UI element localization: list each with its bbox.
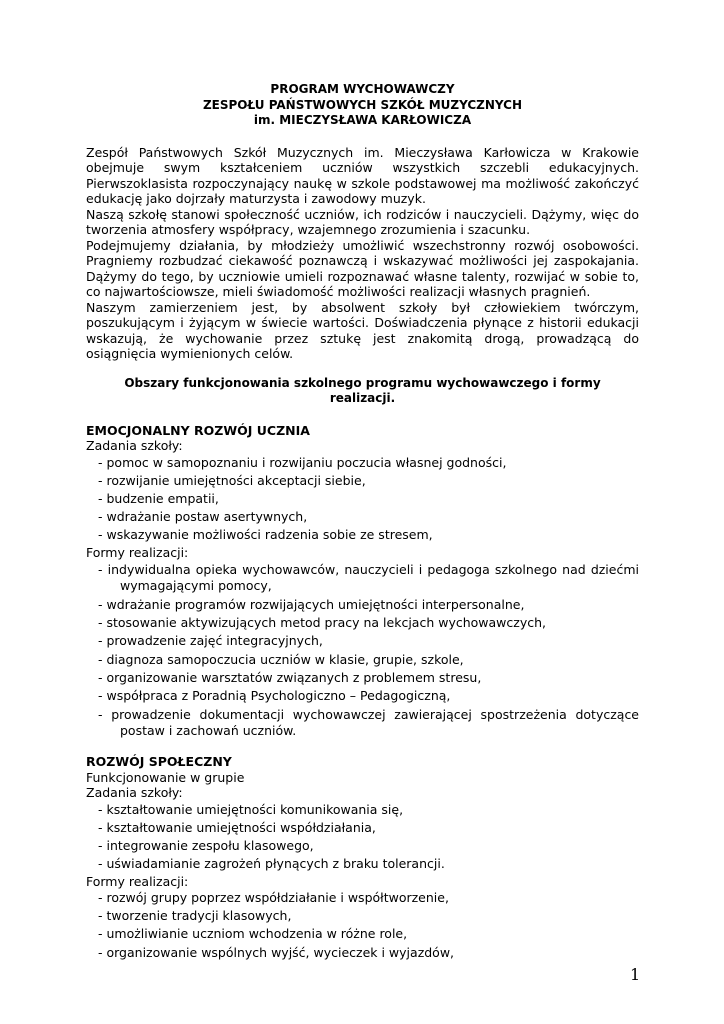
formy-list xyxy=(86,562,639,738)
formy-list xyxy=(86,889,639,962)
formy-label: Formy realizacji: xyxy=(86,544,189,560)
list-item: - pomoc w samopoznaniu i rozwijaniu poczucia własnej godności, xyxy=(86,454,639,472)
page-number: 1 xyxy=(630,965,641,984)
section-heading-emocjonalny: EMOCJONALNY ROZWÓJ UCZNIA xyxy=(86,422,310,438)
formy-label: Formy realizacji: xyxy=(86,873,189,889)
list-item: - tworzenie tradycji klasowych, xyxy=(86,907,639,925)
list-item: - integrowanie zespołu klasowego, xyxy=(86,837,639,855)
zadania-list xyxy=(86,801,639,874)
title-line-1: PROGRAM WYCHOWAWCZY xyxy=(270,82,455,96)
list-item: - wskazywanie możliwości radzenia sobie ze stresem, xyxy=(86,526,639,544)
list-item: - uświadamianie zagrożeń płynących z braku tolerancji. xyxy=(86,855,639,873)
list-item: - budzenie empatii, xyxy=(86,490,639,508)
title-line-2: ZESPOŁU PAŃSTWOWYCH SZKÓŁ MUZYCZNYCH xyxy=(202,97,523,112)
obszary-heading xyxy=(86,376,639,407)
zadania-list xyxy=(86,454,639,545)
intro-paragraph: Podejmujemy działania, by młodzieży umożliwić wszechstronny rozwój osobowości. Pragniemy rozbudzać ciekawość poznawczą i wskazywać możliwości jej zaspokajania. Dążymy do tego, by uczniowie umieli rozpoznawać własne talenty, rozwijać w sobie to, co najwartościowsze, mieli świadomość możliwości realizacji własnych pragnień. xyxy=(86,237,639,299)
list-item: - kształtowanie umiejętności komunikowania się, xyxy=(86,801,639,819)
section-heading-spoleczny: ROZWÓJ SPOŁECZNY xyxy=(86,754,232,770)
list-item: - organizowanie wspólnych wyjść, wycieczek i wyjazdów, xyxy=(86,944,639,962)
list-item: - wdrażanie postaw asertywnych, xyxy=(86,508,639,526)
subheading: Funkcjonowanie w grupie xyxy=(86,769,245,785)
list-item: - stosowanie aktywizujących metod pracy na lekcjach wychowawczych, xyxy=(86,614,639,632)
document-title xyxy=(86,82,639,129)
obszary-line-1: Obszary funkcjonowania szkolnego programu wychowawczego i formy xyxy=(124,375,601,390)
intro-paragraph: Naszą szkołę stanowi społeczność uczniów, ich rodziców i nauczycieli. Dążymy, więc do tworzenia atmosfery współpracy, wzajemnego zrozumienia i szacunku. xyxy=(86,206,639,237)
list-item: - indywidualna opieka wychowawców, nauczycieli i pedagoga szkolnego nad dziećmi wymagającymi pomocy, xyxy=(86,562,639,593)
list-item: - umożliwianie uczniom wchodzenia w różne role, xyxy=(86,925,639,943)
intro-paragraph: Zespół Państwowych Szkół Muzycznych im. Mieczysława Karłowicza w Krakowie obejmuje swym kształceniem uczniów wszystkich szczebli edukacyjnych. Pierwszoklasista rozpoczynający naukę w szkole podstawowej ma możliwość zakończyć edukację jako dojrzały maturzysta i zawodowy muzyk. xyxy=(86,144,639,206)
list-item: - organizowanie warsztatów związanych z problemem stresu, xyxy=(86,669,639,687)
list-item: - wdrażanie programów rozwijających umiejętności interpersonalne, xyxy=(86,596,639,614)
list-item: - prowadzenie zajęć integracyjnych, xyxy=(86,632,639,650)
obszary-line-2: realizacji. xyxy=(329,391,396,405)
intro-section xyxy=(86,145,639,362)
list-item: - prowadzenie dokumentacji wychowawczej zawierającej spostrzeżenia dotyczące postaw i zachowań uczniów. xyxy=(86,707,639,738)
document-page xyxy=(86,82,639,962)
list-item: - rozwijanie umiejętności akceptacji siebie, xyxy=(86,472,639,490)
zadania-label: Zadania szkoły: xyxy=(86,785,183,801)
list-item: - diagnoza samopoczucia uczniów w klasie, grupie, szkole, xyxy=(86,651,639,669)
title-line-3: im. MIECZYSŁAWA KARŁOWICZA xyxy=(253,113,472,127)
zadania-label: Zadania szkoły: xyxy=(86,438,183,453)
list-item: - współpraca z Poradnią Psychologiczno – Pedagogiczną, xyxy=(86,687,639,705)
intro-paragraph: Naszym zamierzeniem jest, by absolwent szkoły był człowiekiem twórczym, poszukującym i żyjącym w świecie wartości. Doświadczenia płynące z historii edukacji wskazują, że wychowanie przez sztukę jest znakomitą drogą, prowadzącą do osiągnięcia wymienionych celów. xyxy=(86,299,639,361)
list-item: - kształtowanie umiejętności współdziałania, xyxy=(86,819,639,837)
list-item: - rozwój grupy poprzez współdziałanie i współtworzenie, xyxy=(86,889,639,907)
